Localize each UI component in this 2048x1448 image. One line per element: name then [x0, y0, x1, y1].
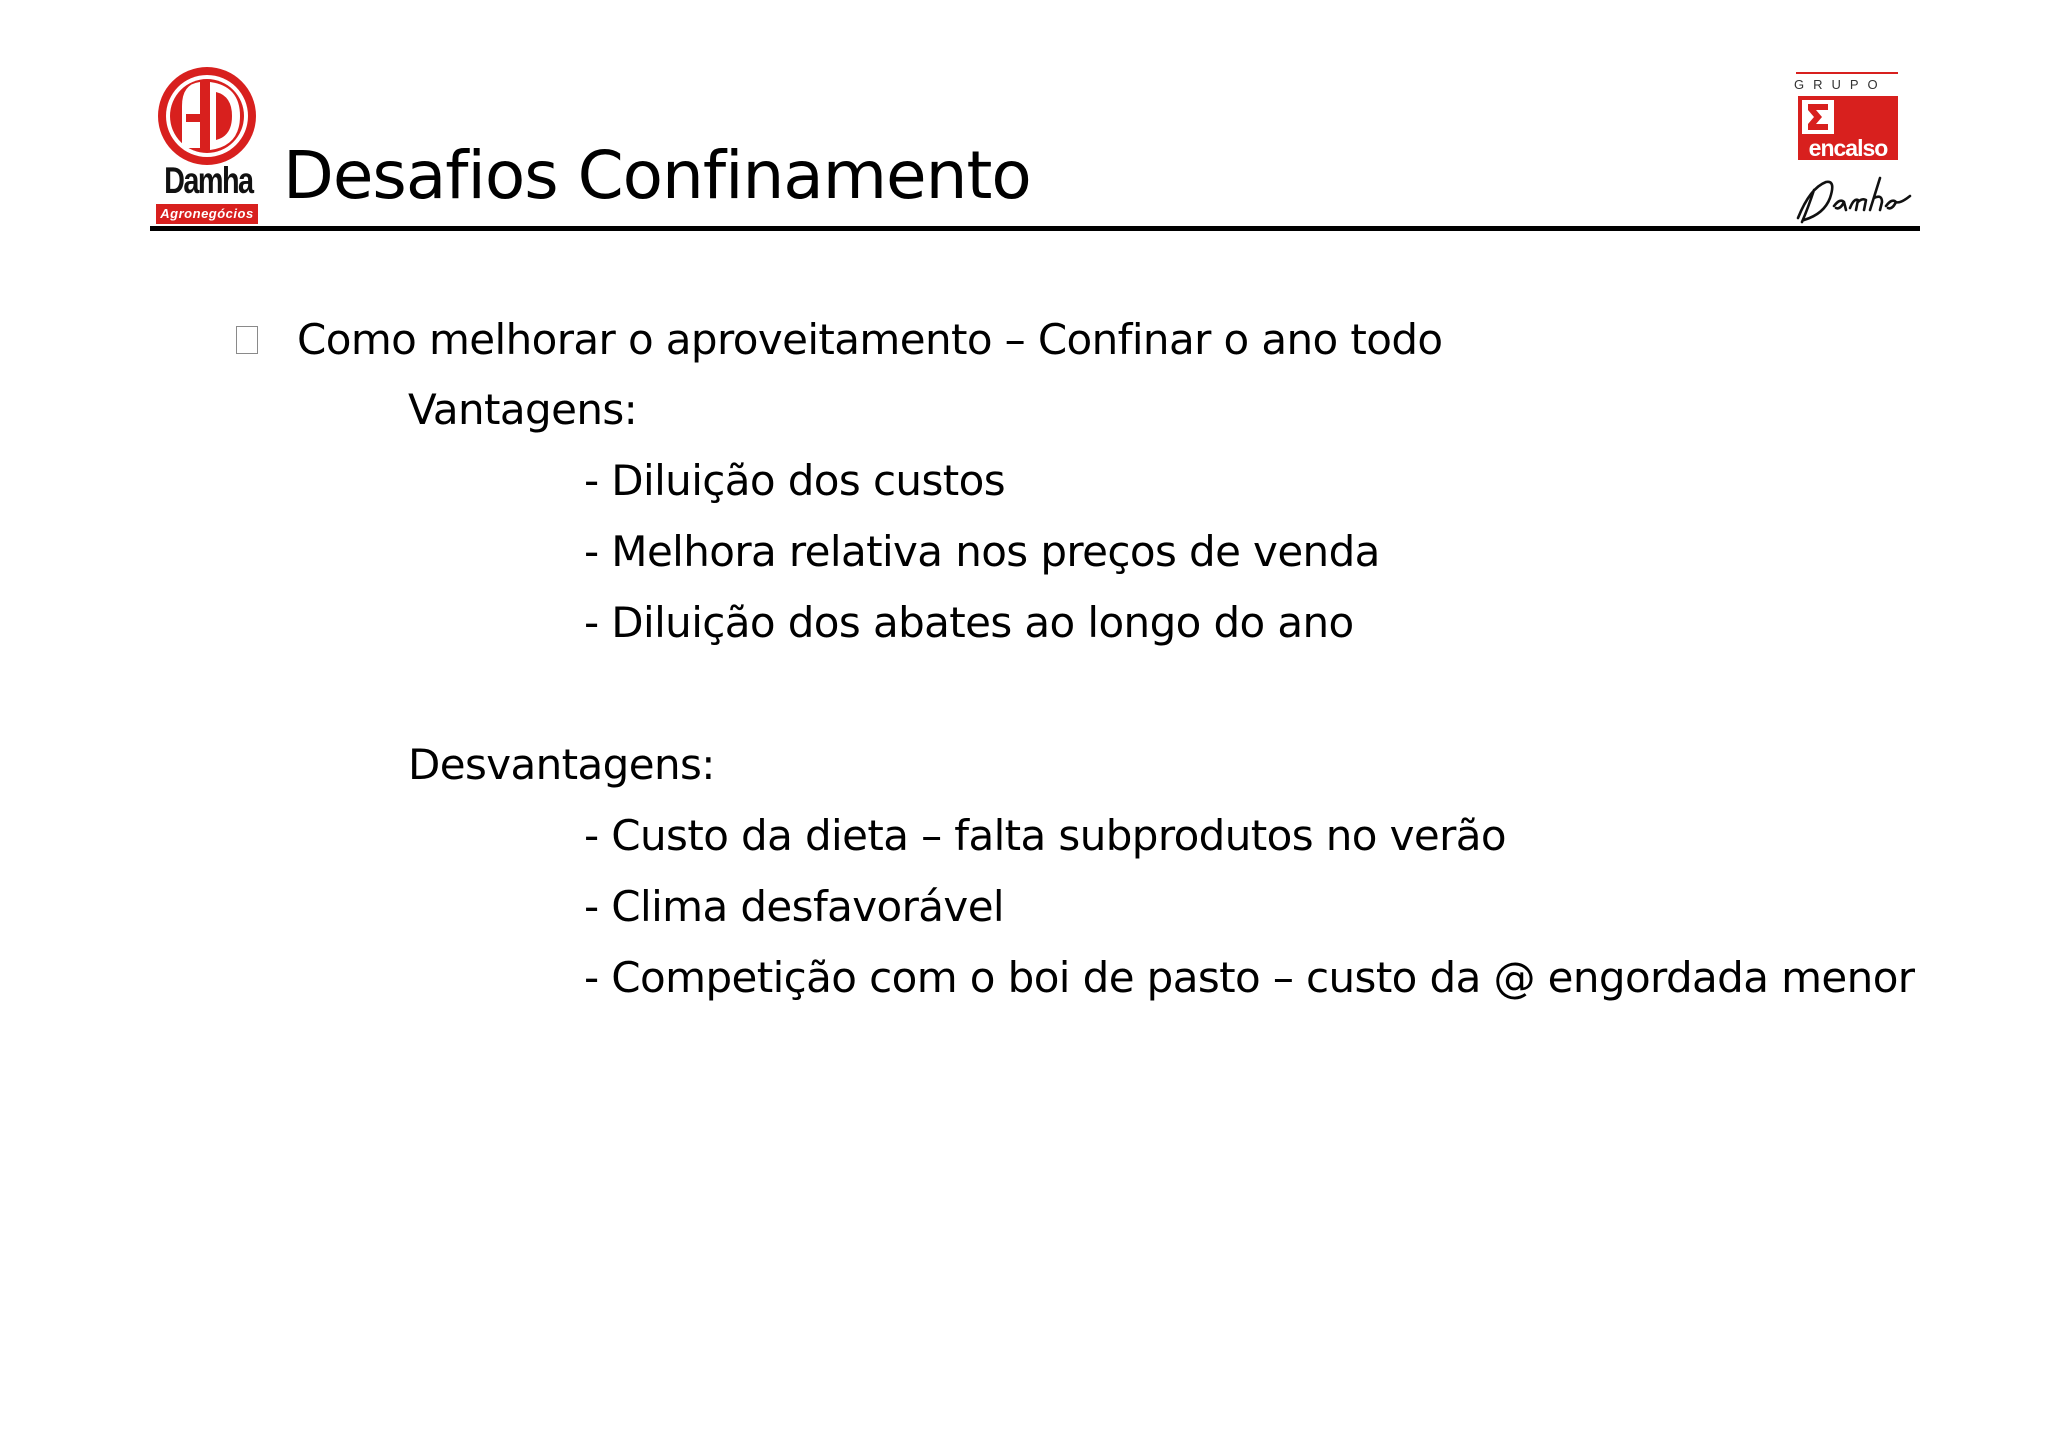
main-bullet-text: Como melhorar o aproveitamento – Confinar o ano todo: [297, 315, 1443, 364]
page-title: Desafios Confinamento: [283, 137, 1031, 214]
advantages-heading: Vantagens:: [408, 385, 638, 434]
encalso-wordmark: encalso: [1808, 135, 1888, 161]
disadvantages-heading: Desvantagens:: [408, 740, 715, 789]
advantage-item: - Diluição dos custos: [584, 456, 1005, 505]
disadvantage-item: - Custo da dieta – falta subprodutos no verão: [584, 811, 1507, 860]
advantage-item: - Diluição dos abates ao longo do ano: [584, 598, 1354, 647]
advantage-item: - Melhora relativa nos preços de venda: [584, 527, 1380, 576]
disadvantage-item: - Competição com o boi de pasto – custo da @ engordada menor: [584, 953, 1915, 1002]
agronegocios-label: Agronegócios: [156, 204, 258, 224]
disadvantage-item: - Clima desfavorável: [584, 882, 1004, 931]
checkbox-icon: [236, 326, 258, 354]
grupo-label: GRUPO: [1794, 77, 1887, 92]
damha-brand-text: Damha: [164, 160, 253, 201]
